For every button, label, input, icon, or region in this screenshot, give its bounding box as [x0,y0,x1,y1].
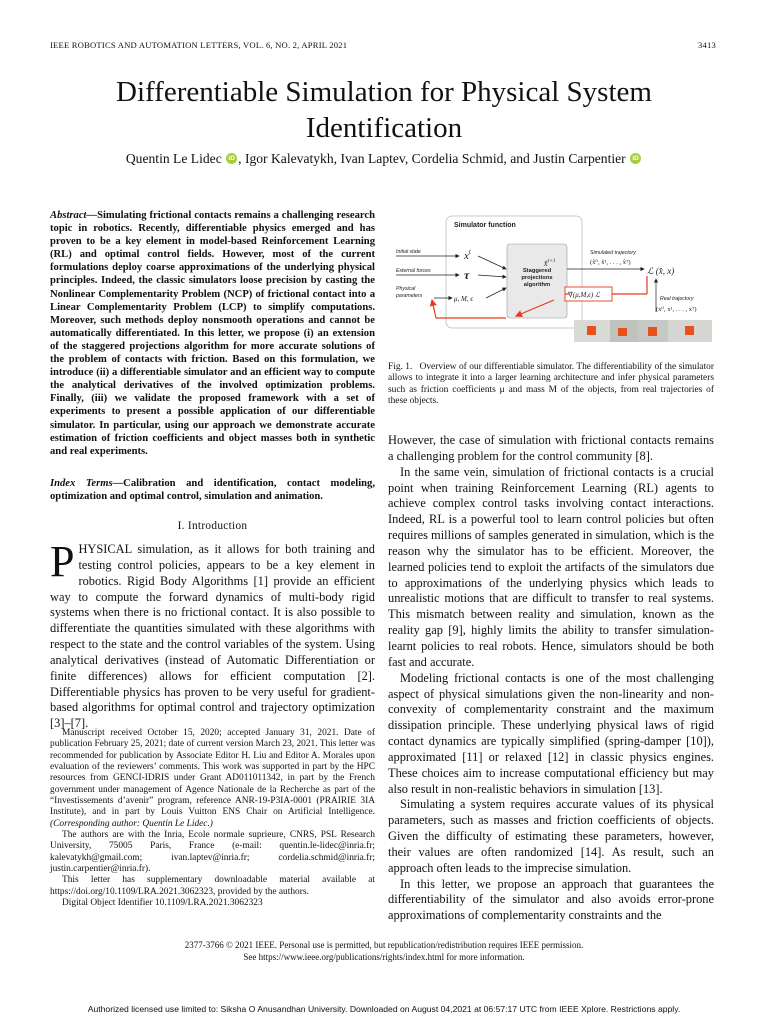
figure-caption [388,362,714,407]
author-rest: , Igor Kalevatykh, Ivan Laptev, Cordelia Schmid, and Justin Carpentier [238,151,626,166]
symbol-state: $x^t$ [464,248,471,262]
intro-text: HYSICAL simulation, as it allows for both training and testing control policies, appears to be a key element in robotics. Rigid Body Algorithms [1] provide an efficient way to compute the forward dynamics of multi-body rigid systems when there is no frictional contact. It is also possible to differentiate the quantities simulated with these algorithms with respect to the state and the control variables of the system. Using analytical derivatives (instead of Automatic Differentiation or finite differences) allows for efficient computation [2]. Differentiable physics has proven to be very useful for gradient-based algorithms for optimal control and trajectory optimization [3]–[7]. [50,542,375,731]
cube-frame-2 [618,328,627,336]
trajectory-photo-strip [574,320,712,342]
paper-title [40,74,728,146]
abstract-text: Simulating frictional contacts remains a challenging research topic in robotics. Recently, differentiable physics emerged and has proven to be a key element in model-based Reinforcement Learning (RL) and optimal control fields. However, most of the current formulations deploy coarse approximations of the underlying physical principles. Indeed, the classic simulators loose precision by casting the Nonlinear Complementarity Problem (NCP) of frictional contact into a Linear Complementarity Problem (LCP) to simplify computations. Moreover, such methods deploy nonsmooth operations and cannot be automatically differentiated. In this letter, we propose (i) an extension of the staggered projections algorithm for more accurate solutions of the problem of contacts with friction. Based on this formulation, we introduce (ii) a differentiable simulator and an efficient way to compute the analytical derivatives of the involved optimization problems. Finally, (iii) we validate the proposed framework with a set of experiments to present a possible application of our differentiable simulator. In particular, using our approach we demonstrate accurate estimation of friction coefficients and object masses both in synthetic and real experiments. [50,210,375,457]
paragraph-3: Modeling frictional contacts is one of the most challenging aspect of physical simulations given the non-linearity and non-convexity of complementarity constraint and the maximum dissipation principle. These underlying physical laws of rigid contact dynamics are typically simplified (spring-damper [10]), approximated [11] or relaxed [12] in classic physics engines. These choices aim to increase computational efficiency but may also result in non-realistic behaviors in simulation [13]. [388,670,714,796]
symbol-next-state: x̂$^{t+1}$ [544,258,556,268]
caption-text: Overview of our differentiable simulator. The differentiability of the simulator allows to integrate it into a larger learning architecture and infer physical parameters such as friction coefficients μ and mass M of the objects, from real trajectories of these objects. [388,362,714,407]
core-line-3: algorithm [523,282,551,288]
label-real-trajectory: Real trajectory [660,296,694,302]
footnotes [50,728,375,910]
index-terms-label: Index Terms— [50,478,124,489]
drop-cap: P [50,537,75,586]
paragraph-2: In the same vein, simulation of frictional contacts is a crucial point when training Reinforcement Learning (RL) agents to achieve complex control tasks involving contact interactions. Indeed, RL is a powerful tool to learn control policies but often requires millions of samples generated in simulation, which is the reason why the simulator has to be efficient. Moreover, the learned policies tend to exploit the artifacts of the simulators due to approximations of the underlying physics which leads to unrealistic motions that are difficult to transfer to real systems. This mismatch between reality and simulation, known as the reality gap [9], highly limits the ability to transfer simulation-learnt policies to real robots. Hence, simulators should be both fast and accurate. [388,464,714,669]
copyright-line-2: See https://www.ieee.org/publications/rights/index.html for more information. [243,951,525,962]
footnote-supplementary: This letter has supplementary downloadable material available at https://doi.org/10.1109/LRA.2021.3062323, provided by the authors. [50,875,375,897]
download-notice: Authorized licensed use limited to: Siksha O Anusandhan University. Downloaded on August 04,2021 at 06:57:17 UTC from IEEE Xplore. Restrictions apply. [87,1004,681,1014]
paragraph-1: However, the case of simulation with frictional contacts remains a challenging problem for the control community [8]. [388,433,714,463]
label-physical: Physical [396,286,416,292]
label-external-forces: External forces [396,268,431,274]
simulator-box-title: Simulator function [454,222,516,229]
abstract-label: Abstract— [50,210,98,221]
label-parameters: parameters [396,293,423,299]
intro-paragraph [50,537,375,732]
section-heading: I. Introduction [177,520,248,532]
running-header: IEEE ROBOTICS AND AUTOMATION LETTERS, VOL. 6, NO. 2, APRIL 2021 [50,40,348,50]
footnote-doi: Digital Object Identifier 10.1109/LRA.2021.3062323 [62,898,263,909]
copyright-line-1: 2377-3766 © 2021 IEEE. Personal use is permitted, but republication/redistribution requires IEEE permission. [184,940,584,950]
simulated-sequence: (x̂⁰, x̂¹, . . . , x̂ᵀ) [590,259,631,266]
core-line-1: Staggered [522,268,552,274]
loss-symbol: ℒ (x̂, x) [647,266,675,276]
orcid-icon[interactable]: iD [630,153,641,164]
figure-1-diagram [394,214,714,354]
title-line-2: Identification [305,112,463,144]
title-line-1: Differentiable Simulation for Physical System [116,76,652,108]
caption-label: Fig. 1. [388,362,413,372]
index-terms [50,477,375,503]
real-sequence: (x⁰, x¹, . . . , xᵀ) [656,306,697,313]
cube-frame-1 [587,326,596,335]
footnote-manuscript-text: Manuscript received October 15, 2020; accepted January 31, 2021. Date of publication February 25, 2021; date of current version March 23, 2021. This letter was recommended for publication by Associate Editor H. Liu and Editor A. Morales upon evaluation of the reviewers’ comments. This work was supported in part by the HPC resources from GENCI-IDRIS under Grant AD011011342, in part by the French government under management of Agence Nationale de la Recherche as part of the “Investissements d’avenir” program, reference ANR-19-P3IA-0001 (PRAIRIE 3IA Institute), and in part by Louis Vuitton ENS Chair on Artificial Intelligence. [50,728,375,818]
index-terms-text: Calibration and identification, contact modeling, optimization and optimal control, simulation and animation. [50,478,375,503]
orcid-icon[interactable]: iD [226,153,237,164]
abstract [50,209,375,458]
author-list [40,151,728,167]
cube-frame-4 [685,326,694,335]
author-first: Quentin Le Lidec [125,151,222,166]
gradient-label: ∇(μ,M,ϵ) ℒ [568,291,601,299]
footnote-manuscript [50,728,375,830]
symbol-params: μ, M, ϵ [454,295,474,303]
right-column-body [388,433,714,924]
paragraph-4: Simulating a system requires accurate values of its physical parameters, such as masses and friction coefficients of objects. Given the difficulty of estimating these parameters, however, their values are often randomized [14]. As result, such an approach often leads to the imprecise simulation. [388,797,714,875]
paragraph-5: In this letter, we propose an approach that guarantees the differentiability of the simulator and also avoids error-prone approximations of complementarity constraints and the [388,876,714,923]
cube-frame-3 [648,327,657,336]
label-initial-state: Initial state [396,249,421,255]
core-line-2: projections [521,275,553,281]
symbol-tau: τ [464,268,470,282]
corresponding-author: (Corresponding author: Quentin Le Lidec.) [50,818,213,829]
copyright-notice [40,940,728,963]
footnote-affiliation: The authors are with the Inria, Ecole normale suprieure, CNRS, PSL Research University, 75005 Paris, France (e-mail: quentin.le-lidec@inria.fr; kalevatykh@gmail.com; ivan.laptev@inria.fr; cordelia.schmid@inria.fr; justin.carpentier@inria.fr). [50,830,375,875]
label-simulated-trajectory: Simulated trajectory [590,250,636,256]
page-number: 3413 [698,40,716,50]
